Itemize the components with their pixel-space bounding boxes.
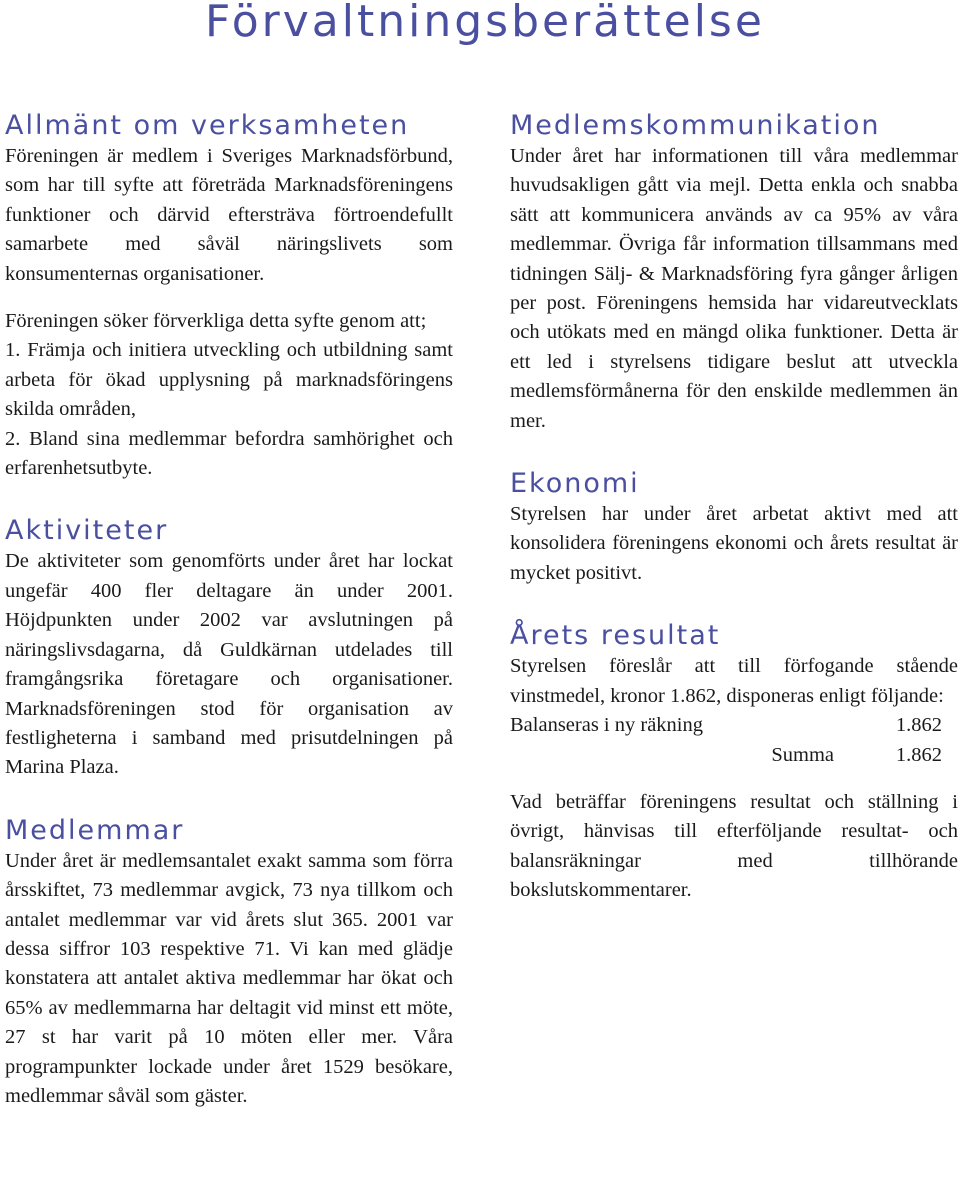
heading-medlemmar: Medlemmar [5,814,185,846]
heading-resultat: Årets resultat [510,620,721,652]
kommunikation-paragraph: Under året har informationen till våra medlemmar huvudsakligen gått via mejl. Detta enkla och snabba sätt att kommunicera används av ca 95% av våra medlemmar. Övriga får information tillsammans med tidningen Sälj- & Marknadsföring fyra gånger årligen per post. Föreningens hemsida har vidareutvecklats och utökats med en mängd olika funktioner. Detta är ett led i styrelsens tidigare beslut att utveckla medlemsförmånerna för den enskilde medlemmen än mer. [510,145,958,432]
right-column [510,110,958,906]
table-row [510,711,942,740]
row-label-balanseras: Balanseras i ny räkning [510,714,703,737]
heading-allmant: Allmänt om verksamheten [5,110,410,141]
section-allmant [5,110,453,483]
heading-ekonomi: Ekonomi [510,468,640,500]
row-value-balanseras: 1.862 [895,714,942,737]
section-aktiviteter [5,515,453,782]
section-ekonomi [510,468,958,588]
section-kommunikation [510,110,958,436]
allmant-paragraph-1: Föreningen är medlem i Sveriges Marknadsförbund, som har till syfte att företräda Marknadsföreningens funktioner och därvid eftersträva förtroendefullt samarbete med såväl näringslivets som konsumenternas organisationer. [5,145,453,285]
allmant-paragraph-4: 2. Bland sina medlemmar befordra samhörighet och erfarenhetsutbyte. [5,427,453,480]
row-value-summa: 1.862 [895,743,942,766]
table-row [510,741,942,770]
row-label-summa: Summa [771,743,834,766]
aktiviteter-paragraph: De aktiviteter som genomförts under året har lockat ungefär 400 fler deltagare än under 2001. Höjdpunkten under 2002 var avslutningen på näringslivsdagarna, då Guldkärnan utdelades till framgångsrika företagare och organisationer. Marknadsföreningen stod för organisation av festligheterna i samband med prisutdelningen på Marina Plaza. [5,550,453,779]
medlemmar-paragraph: Under året är medlemsantalet exakt samma som förra årsskiftet, 73 medlemmar avgick, 73 nya tillkom och antalet medlemmar var vid årets slut 365. 2001 var dessa siffror 103 respektive 71. Vi kan med glädje konstatera att antalet aktiva medlemmar har ökat och 65% av medlemmarna har deltagit vid minst ett möte, 27 st har varit på 10 möten eller mer. Våra programpunkter lockade under året 1529 besökare, medlemmar såväl som gäster. [5,849,453,1107]
left-column [5,110,453,1111]
section-resultat [510,620,958,905]
resultat-table [510,711,942,770]
ekonomi-paragraph: Styrelsen har under året arbetat aktivt med att konsolidera föreningens ekonomi och årets resultat är mycket positivt. [510,503,958,584]
page-title: Förvaltningsberättelse [205,0,765,47]
resultat-paragraph-2: Vad beträffar föreningens resultat och ställning i övrigt, hänvisas till efterföljande resultat- och balansräkningar med tillhörande bokslutskommentarer. [510,790,958,902]
allmant-paragraph-3: 1. Främja och initiera utveckling och utbildning samt arbeta för ökad upplysning på marknadsföringens skilda områden, [5,339,453,421]
heading-aktiviteter: Aktiviteter [5,515,169,547]
allmant-paragraph-2: Föreningen söker förverkliga detta syfte genom att; [5,310,427,333]
resultat-paragraph-1: Styrelsen föreslår att till förfogande stående vinstmedel, kronor 1.862, disponeras enligt följande: [510,655,958,707]
section-medlemmar [5,815,453,1112]
heading-kommunikation: Medlemskommunikation [510,110,881,141]
